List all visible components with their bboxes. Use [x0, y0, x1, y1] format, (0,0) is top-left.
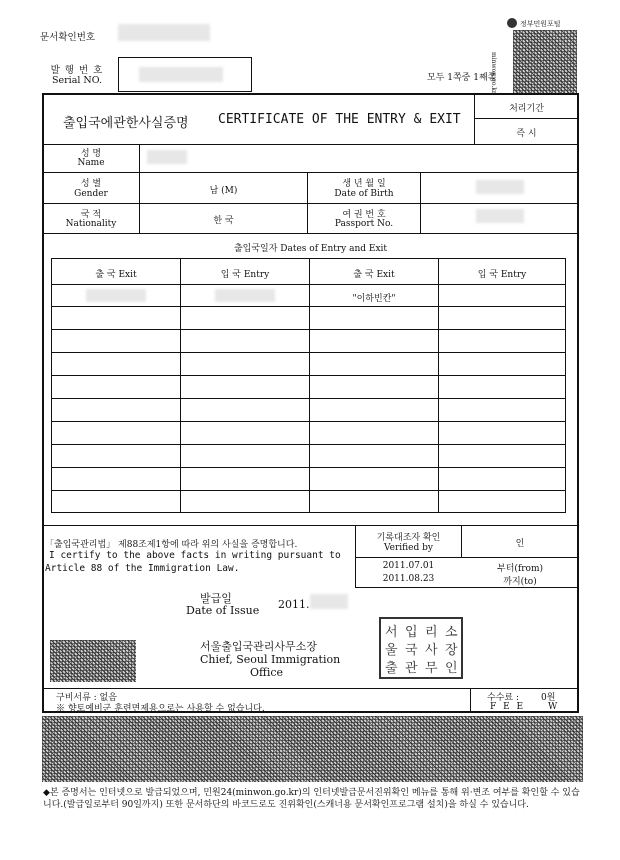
- issue-date-redacted: [310, 594, 348, 609]
- dates-caption: 출입국일자 Dates of Entry and Exit: [233, 244, 388, 254]
- office-name-en-2: Office: [250, 666, 284, 679]
- fee-label-en: F E E: [490, 702, 526, 712]
- name-label-en: Name: [77, 158, 105, 168]
- issue-date-label-en: Date of Issue: [186, 604, 260, 617]
- table-row: [52, 422, 566, 445]
- passport-label-en: Passport No.: [334, 219, 394, 229]
- doc-check-number-redacted: [118, 24, 210, 41]
- birth-label-en: Date of Birth: [334, 189, 394, 199]
- doc-barcode: [50, 640, 136, 682]
- verification-box: [355, 525, 578, 588]
- gov-portal-label: 정부민원포털: [520, 20, 561, 28]
- nationality-label-ko: 국 적: [80, 210, 102, 220]
- period-from-date: 2011.07.01: [382, 561, 435, 571]
- entry-date-redacted: [215, 289, 275, 302]
- passport-value-redacted: [476, 209, 524, 223]
- fee-unit: W: [548, 702, 558, 712]
- period-to-date: 2011.08.23: [382, 574, 435, 584]
- birth-value-redacted: [476, 180, 524, 194]
- table-row: [52, 468, 566, 491]
- serial-no-label-en: Serial NO.: [52, 75, 102, 86]
- passport-label-ko: 여 권 번 호: [342, 210, 386, 220]
- nationality-value: 한 국: [213, 216, 234, 226]
- qr-code: [513, 30, 577, 93]
- blank-below-marker: "이하빈칸": [352, 294, 396, 304]
- dates-header-entry-2: 입 국 Entry: [477, 270, 527, 280]
- table-row: [52, 399, 566, 422]
- dates-table: [51, 258, 566, 513]
- verified-by-label-ko: 기록대조자 확인: [376, 533, 441, 543]
- period-to-label: 까지(to): [503, 577, 537, 587]
- serial-no-label-ko: 발 행 번 호: [50, 65, 104, 76]
- verification-notice: ◆본 증명서는 인터넷으로 발급되었으며, 민원24(minwon.go.kr)의 인터넷발급문서진위확인 메뉴를 통해 위·변조 여부를 확인할 수 있습니다.(발급일로부터 90일까지) 또한 문서하단의 바코드로도 진위확인(스캐너용 문서확인프로그램 설치)을 하실 수 있습니다.: [43, 788, 580, 810]
- verified-by-label-en: Verified by: [384, 543, 433, 553]
- title-en: CERTIFICATE OF THE ENTRY & EXIT: [218, 112, 461, 127]
- dates-header-exit-2: 출 국 Exit: [353, 270, 395, 280]
- official-seal: 서 울 출 입 국 관 리 사 무 소 장 인: [379, 617, 463, 679]
- gov-side-label: minwon.go.kr: [490, 52, 497, 94]
- office-name-en-1: Chief, Seoul Immigration: [200, 653, 341, 666]
- table-row: [52, 376, 566, 399]
- certify-line-ko: 「출입국관리법」 제88조제1항에 따라 위의 사실을 증명합니다.: [45, 540, 298, 550]
- title-cell: [43, 94, 474, 144]
- table-row: [52, 307, 566, 330]
- nationality-label-en: Nationality: [65, 219, 117, 229]
- page-info: 모두 1쪽중 1째쪽: [427, 73, 497, 83]
- name-label-ko: 성 명: [80, 149, 102, 159]
- security-barcode-strip: [42, 716, 583, 782]
- verified-seal-mark: 인: [515, 539, 525, 549]
- issue-date-value: 2011.: [278, 598, 310, 611]
- gov-logo-icon: [507, 18, 517, 28]
- table-row: [52, 330, 566, 353]
- office-name-ko: 서울출입국관리사무소장: [200, 640, 317, 653]
- issue-date-label-ko: 발급일: [200, 592, 232, 605]
- doc-check-label: 문서확인번호: [40, 32, 96, 43]
- birth-label-ko: 생 년 월 일: [342, 179, 386, 189]
- table-row: [52, 445, 566, 468]
- serial-no-box: [118, 57, 252, 92]
- exit-date-redacted: [86, 289, 146, 302]
- fee-value: 0원: [541, 693, 556, 703]
- gov-barcode: [490, 18, 579, 94]
- reserve-note: ※ 향토예비군 훈련면제용으로는 사용할 수 없습니다.: [56, 704, 265, 714]
- dates-header-exit-1: 출 국 Exit: [95, 270, 137, 280]
- certify-line-en-1: I certify to the above facts in writing pursuant to: [49, 550, 341, 561]
- processing-period-value: 즉 시: [516, 129, 537, 139]
- dates-header-entry-1: 입 국 Entry: [220, 270, 270, 280]
- certify-line-en-2: Article 88 of the Immigration Law.: [45, 563, 240, 574]
- required-docs: 구비서류 : 없음: [56, 693, 117, 703]
- table-row: [52, 353, 566, 376]
- gender-label-en: Gender: [74, 189, 108, 199]
- name-value-redacted: [147, 150, 187, 164]
- gender-label-ko: 성 별: [80, 179, 102, 189]
- table-row: [52, 491, 566, 513]
- period-from-label: 부터(from): [497, 564, 543, 574]
- fee-label-ko: 수수료 :: [487, 693, 519, 703]
- serial-no-redacted: [139, 67, 223, 82]
- table-row: [52, 285, 566, 307]
- gender-value: 남 (M): [209, 186, 238, 196]
- processing-period-label: 처리기간: [509, 104, 544, 114]
- title-ko: 출입국에관한사실증명: [63, 116, 189, 131]
